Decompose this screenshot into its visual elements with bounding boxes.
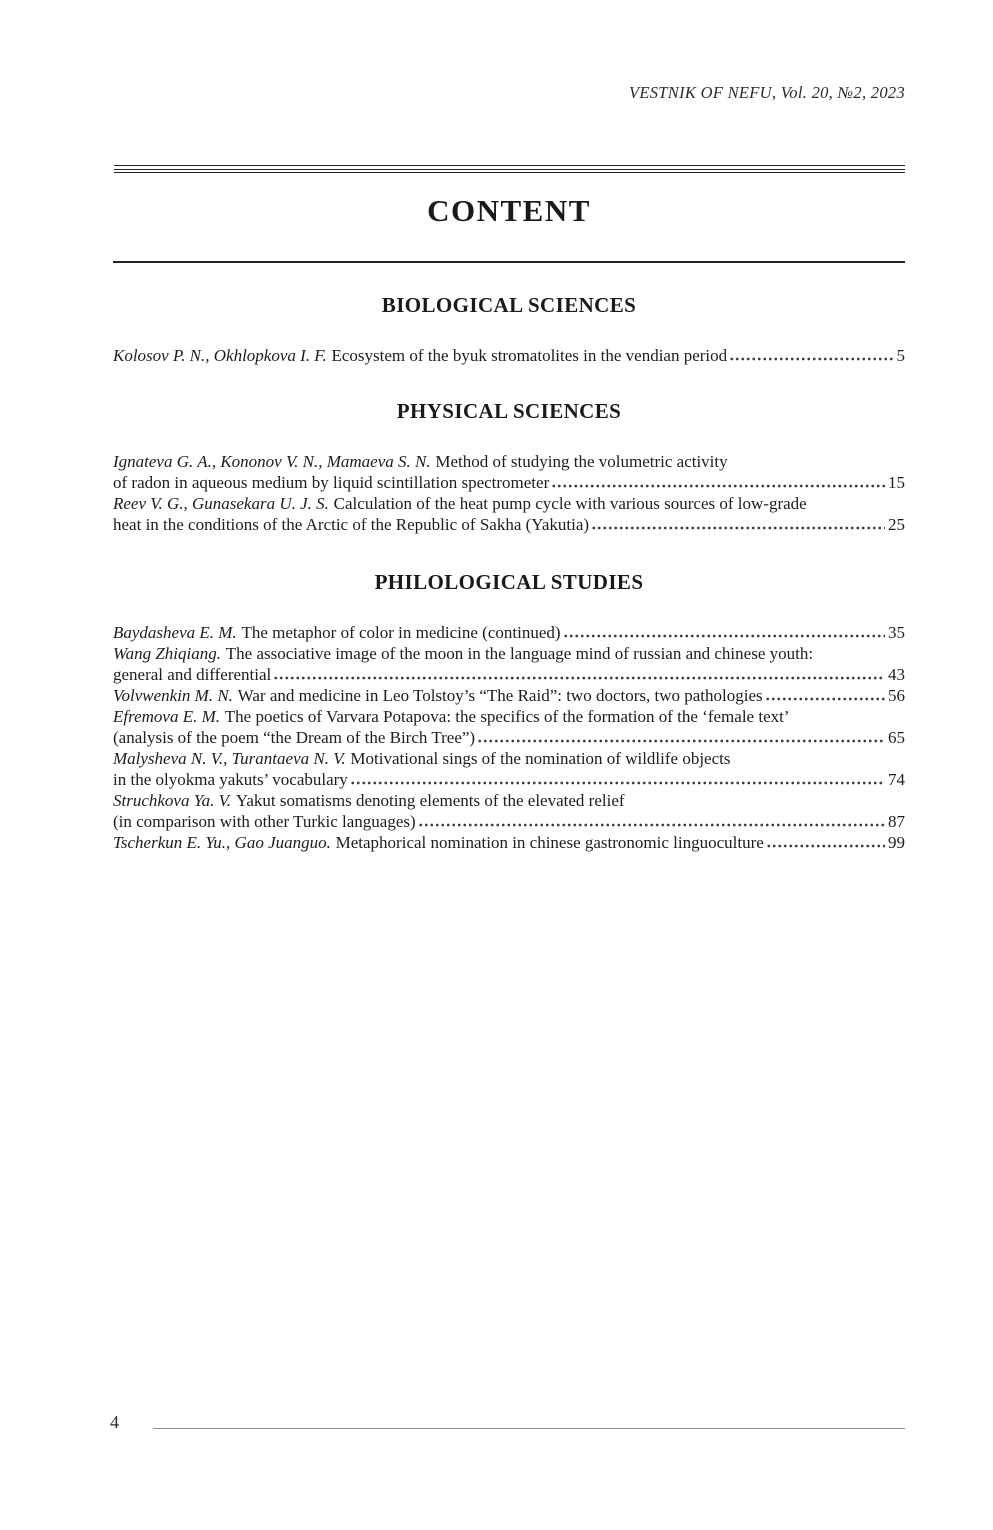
rule-line [114, 169, 905, 170]
entry-line [113, 790, 905, 811]
dot-leader [765, 696, 885, 701]
entry-title: The poetics of Varvara Potapova: the specifics of the formation of the ‘female text’ [224, 707, 790, 726]
entry-page: 5 [896, 346, 905, 365]
toc-section [113, 293, 905, 366]
toc-section [113, 570, 905, 853]
entry-line [113, 748, 905, 769]
dot-leader [551, 483, 885, 488]
entry-line [113, 493, 905, 514]
entry-authors: Reev V. G., Gunasekara U. J. S. [113, 494, 329, 513]
entry-title: Motivational sings of the nomination of wildlife objects [350, 749, 731, 768]
entries-list [113, 622, 905, 853]
top-triple-rule [114, 165, 905, 173]
toc-entry [113, 493, 905, 535]
entry-page: 25 [888, 515, 905, 534]
entry-title: Yakut somatisms denoting elements of the elevated relief [235, 791, 625, 810]
entry-title: in the olyokma yakuts’ vocabulary [113, 770, 348, 789]
entry-line [113, 451, 905, 472]
rule-line [114, 165, 905, 166]
entry-title: (in comparison with other Turkic languages) [113, 812, 416, 831]
entry-title: general and differential [113, 665, 272, 684]
entry-line [113, 727, 905, 748]
toc-entry [113, 622, 905, 643]
entry-authors: Wang Zhiqiang. [113, 644, 222, 663]
entry-title: heat in the conditions of the Arctic of the Republic of Sakha (Yakutia) [113, 515, 590, 534]
toc-entry [113, 748, 905, 790]
page-title: CONTENT [427, 193, 591, 228]
toc-entry [113, 451, 905, 493]
entries-list [113, 345, 905, 366]
entry-line [113, 643, 905, 664]
dot-leader [273, 675, 885, 680]
entry-line [113, 514, 905, 535]
entry-line [113, 769, 905, 790]
toc-entry [113, 345, 905, 366]
rule-line [114, 172, 905, 173]
entry-line [113, 706, 905, 727]
entry-authors: Struchkova Ya. V. [113, 791, 232, 810]
section-heading: BIOLOGICAL SCIENCES [381, 293, 637, 317]
entry-line [113, 664, 905, 685]
entry-authors: Malysheva N. V., Turantaeva N. V. [113, 749, 346, 768]
entry-authors: Tscherkun E. Yu., Gao Juanguo. [113, 833, 331, 852]
footer-rule [153, 1428, 905, 1429]
entry-line [113, 472, 905, 493]
entry-title: War and medicine in Leo Tolstoy’s “The Raid”: two doctors, two pathologies [237, 686, 763, 705]
entry-authors: Baydasheva E. M. [113, 623, 237, 642]
entry-page: 43 [888, 665, 905, 684]
dot-leader [591, 525, 885, 530]
entry-line [113, 832, 905, 853]
entry-title: Ecosystem of the byuk stromatolites in the vendian period [331, 346, 728, 365]
entry-authors: Volvwenkin M. N. [113, 686, 233, 705]
entry-title: The associative image of the moon in the language mind of russian and chinese youth: [225, 644, 814, 663]
entry-page: 15 [888, 473, 905, 492]
dot-leader [729, 356, 893, 361]
entry-title: of radon in aqueous medium by liquid scintillation spectrometer [113, 473, 550, 492]
entry-page: 35 [888, 623, 905, 642]
entries-list [113, 451, 905, 535]
entry-authors: Efremova E. M. [113, 707, 221, 726]
toc-entry [113, 643, 905, 685]
dot-leader [418, 822, 885, 827]
entry-page: 56 [888, 686, 905, 705]
dot-leader [766, 843, 885, 848]
entry-line [113, 345, 905, 366]
title-rule [113, 261, 905, 263]
entry-line [113, 622, 905, 643]
dot-leader [477, 738, 885, 743]
entry-page: 65 [888, 728, 905, 747]
entry-line [113, 811, 905, 832]
journal-header: VESTNIK OF NEFU, Vol. 20, №2, 2023 [628, 83, 905, 102]
dot-leader [563, 633, 885, 638]
entry-authors: Kolosov P. N., Okhlopkova I. F. [113, 346, 327, 365]
entry-page: 99 [888, 833, 905, 852]
entry-title: Metaphorical nomination in chinese gastronomic linguoculture [335, 833, 764, 852]
toc-entry [113, 706, 905, 748]
toc-entry [113, 790, 905, 832]
entry-line [113, 685, 905, 706]
section-heading: PHILOLOGICAL STUDIES [374, 570, 644, 594]
toc-section [113, 399, 905, 535]
toc-entry [113, 685, 905, 706]
entry-title: The metaphor of color in medicine (continued) [241, 623, 561, 642]
toc [113, 284, 905, 853]
section-heading: PHYSICAL SCIENCES [396, 399, 622, 423]
entry-title: Method of studying the volumetric activity [435, 452, 728, 471]
footer-page-number: 4 [110, 1412, 119, 1432]
entry-page: 87 [888, 812, 905, 831]
entry-title: Calculation of the heat pump cycle with various sources of low-grade [333, 494, 807, 513]
dot-leader [350, 780, 885, 785]
entry-page: 74 [888, 770, 905, 789]
entry-title: (analysis of the poem “the Dream of the Birch Tree”) [113, 728, 476, 747]
toc-entry [113, 832, 905, 853]
entry-authors: Ignateva G. A., Kononov V. N., Mamaeva S. N. [113, 452, 431, 471]
